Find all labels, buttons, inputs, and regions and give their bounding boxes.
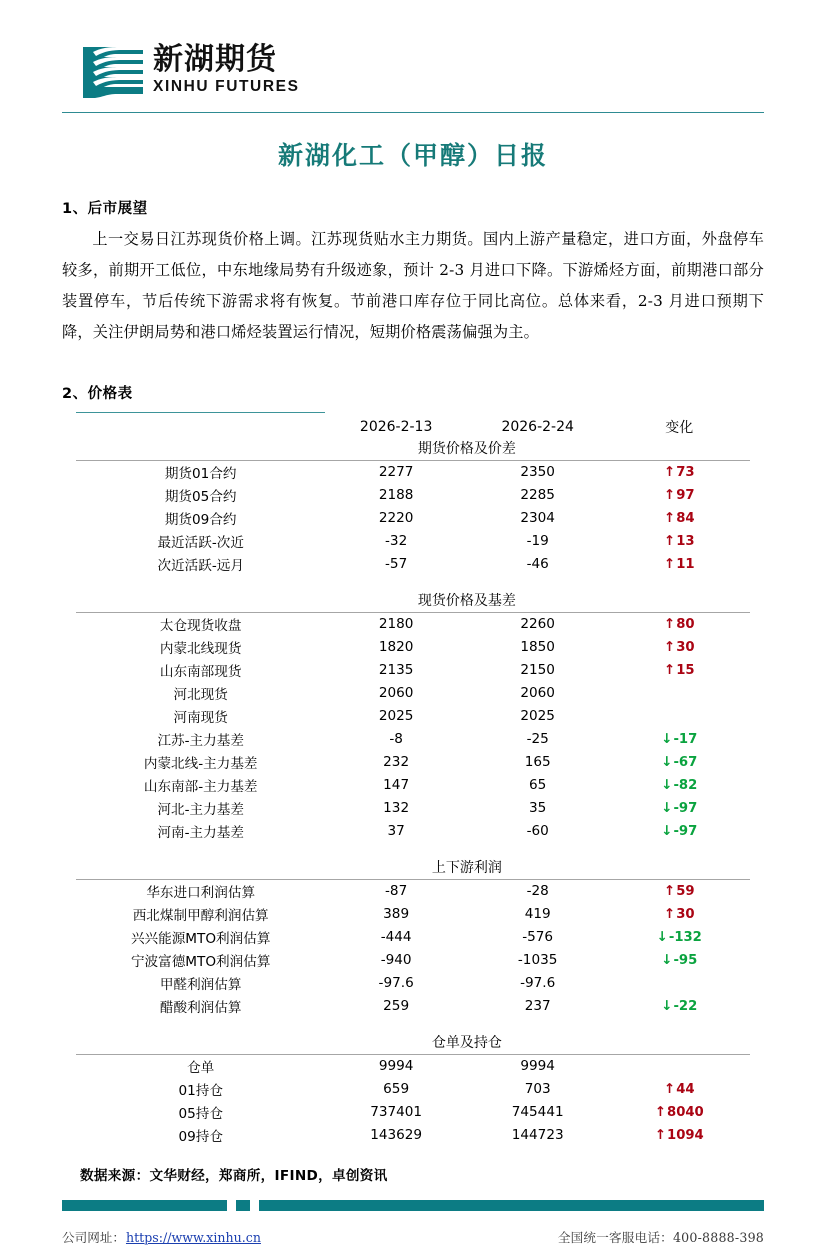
arrow-up-icon: ↑ [663,616,676,633]
column-header: 2026-2-13 [359,418,433,435]
row-change [608,751,750,774]
row-value-current: 65 [529,777,547,794]
row-change [608,636,750,659]
row-label: 河南-主力基差 [157,825,244,842]
arrow-down-icon: ↓ [661,731,673,748]
footer-bar-segment-a [62,1200,227,1211]
row-label: 河北-主力基差 [157,802,244,819]
row-change [608,820,750,843]
footer-website [62,1227,261,1246]
row-value-current: 9994 [520,1058,555,1075]
row-change [608,659,750,682]
row-label: 太仓现货收盘 [159,618,242,635]
change-down-value: ↓-22 [661,998,698,1015]
arrow-up-icon: ↑ [663,906,676,923]
row-value-current: 703 [524,1081,551,1098]
row-change [608,1101,750,1124]
price-table-group-header [76,843,750,880]
row-value-previous: -940 [380,952,412,969]
row-change [608,926,750,949]
row-value-previous: -87 [385,883,408,900]
row-label: 内蒙北线现货 [159,641,242,658]
arrow-up-icon: ↑ [654,1127,667,1144]
row-change [608,879,750,903]
arrow-up-icon: ↑ [663,556,676,573]
row-change [608,903,750,926]
price-table [76,412,750,1147]
row-label: 05持仓 [178,1106,223,1123]
row-change [608,530,750,553]
arrow-up-icon: ↑ [663,639,676,656]
arrow-up-icon: ↑ [654,1104,667,1121]
group-header-pad-right [608,843,750,880]
table-row [76,926,750,949]
arrow-down-icon: ↓ [661,754,673,771]
arrow-down-icon: ↓ [656,929,668,946]
arrow-down-icon: ↓ [661,823,673,840]
change-up-value: ↑1094 [654,1127,704,1144]
row-value-previous: 132 [383,800,410,817]
table-row [76,636,750,659]
change-up-value: ↑15 [663,662,695,679]
price-table-container [62,412,764,1147]
arrow-down-icon: ↓ [661,800,673,817]
table-row [76,774,750,797]
change-up-value: ↑84 [663,510,695,527]
table-row [76,612,750,636]
row-value-current: -576 [522,929,554,946]
group-title: 现货价格及基差 [325,576,608,613]
footer-website-link[interactable]: https://www.xinhu.cn [125,1229,261,1245]
table-row [76,751,750,774]
row-value-current: 2304 [520,510,555,527]
row-change [608,682,750,705]
row-label: 09持仓 [178,1129,223,1146]
change-up-value: ↑11 [663,556,695,573]
table-row [76,484,750,507]
group-header-pad-right [608,1018,750,1055]
column-header-blank [76,413,325,438]
row-label: 次近活跃-远月 [157,558,244,575]
footer-website-label: 公司网址： [62,1229,125,1245]
row-change [608,484,750,507]
arrow-down-icon: ↓ [661,998,673,1015]
row-value-current: -60 [526,823,549,840]
group-title: 上下游利润 [325,843,608,880]
page-header [62,0,764,106]
row-label: 河南现货 [173,710,228,727]
table-row [76,903,750,926]
column-header: 2026-2-24 [501,418,574,435]
group-title: 仓单及持仓 [325,1018,608,1055]
row-change [608,949,750,972]
row-value-current: 35 [529,800,547,817]
row-label: 江苏-主力基差 [157,733,244,750]
row-change [608,1124,750,1147]
arrow-up-icon: ↑ [663,533,676,550]
table-row [76,705,750,728]
logo-wordmark [153,42,300,96]
row-value-current: 2260 [520,616,555,633]
footer-hotline: 全国统一客服电话：400-8888-398 [557,1229,764,1245]
row-label: 山东南部现货 [159,664,242,681]
table-row [76,1101,750,1124]
change-up-value: ↑59 [663,883,695,900]
group-header-pad-right [608,438,750,461]
row-change [608,728,750,751]
change-down-value: ↓-97 [661,800,698,817]
arrow-up-icon: ↑ [663,883,676,900]
row-change [608,705,750,728]
row-value-previous: 143629 [370,1127,423,1144]
logo-name-cn: 新湖期货 [153,42,277,78]
table-row [76,659,750,682]
row-value-current: -19 [526,533,549,550]
row-value-previous: 659 [383,1081,410,1098]
change-up-value: ↑30 [663,639,695,656]
row-label: 内蒙北线-主力基差 [143,756,258,773]
change-up-value: ↑8040 [654,1104,704,1121]
row-change [608,1078,750,1101]
table-row [76,460,750,484]
row-change [608,797,750,820]
row-value-previous: 2180 [378,616,414,633]
table-row [76,949,750,972]
footer-bar-gap-2 [250,1200,259,1211]
change-down-value: ↓-82 [661,777,698,794]
arrow-down-icon: ↓ [661,777,673,794]
outlook-body-text: 上一交易日江苏现货价格上调。江苏现货贴水主力期货。国内上游产量稳定，进口方面，外盘停车较多，前期开工低位，中东地缘局势有升级迹象，预计 2-3 月进口下降。下游烯烃方面，前期港口部分装置停车，节后传统下游需求将有恢复。节前港口库存位于同比高位。总体来看，2-3 月进口预期下降，关注伊朗局势和港口烯烃装置运行情况，短期价格震荡偏强为主。 [62,230,764,341]
data-source-note: 数据来源：文华财经，郑商所，IFIND，卓创资讯 [80,1167,388,1184]
change-up-value: ↑44 [663,1081,695,1098]
row-value-previous: 2277 [378,464,414,481]
wave-mark-icon [82,43,144,98]
row-value-current: 144723 [511,1127,564,1144]
row-value-previous: 1820 [378,639,414,656]
row-value-current: 165 [524,754,551,771]
row-value-previous: -97.6 [378,975,414,992]
row-label: 兴兴能源MTO利润估算 [130,931,271,948]
row-value-previous: -444 [380,929,412,946]
table-row [76,1124,750,1147]
row-value-current: 2150 [520,662,555,679]
row-value-previous: 389 [383,906,410,923]
arrow-up-icon: ↑ [663,1081,676,1098]
table-row [76,530,750,553]
row-value-previous: 2025 [378,708,414,725]
table-row [76,1054,750,1078]
row-value-previous: -57 [385,556,408,573]
row-value-previous: 9994 [378,1058,414,1075]
section-heading-outlook: 1、后市展望 [62,201,148,217]
row-value-previous: 2060 [378,685,414,702]
column-header: 变化 [665,419,694,436]
footer-bar-gap-1 [227,1200,236,1211]
row-value-previous: 2188 [378,487,414,504]
change-down-value: ↓-97 [661,823,698,840]
change-up-value: ↑80 [663,616,695,633]
group-header-pad [76,1018,325,1055]
footer-bar-segment-c [259,1200,764,1211]
row-label: 期货01合约 [164,466,237,483]
table-row [76,553,750,576]
row-label: 期货09合约 [164,512,237,529]
group-header-pad [76,843,325,880]
arrow-up-icon: ↑ [663,510,676,527]
row-value-previous: 2135 [378,662,414,679]
arrow-up-icon: ↑ [663,464,676,481]
row-value-current: 2285 [520,487,555,504]
row-change [608,507,750,530]
change-up-value: ↑13 [663,533,695,550]
row-label: 醋酸利润估算 [159,1000,242,1017]
change-up-value: ↑30 [663,906,695,923]
table-row [76,728,750,751]
company-logo [82,43,300,98]
row-value-current: -28 [526,883,549,900]
change-up-value: ↑97 [663,487,695,504]
row-value-current: -25 [526,731,549,748]
group-header-pad [76,576,325,613]
arrow-up-icon: ↑ [663,662,676,679]
change-down-value: ↓-17 [661,731,698,748]
row-label: 宁波富德MTO利润估算 [130,954,271,971]
row-change [608,553,750,576]
row-value-previous: 147 [383,777,410,794]
price-table-group-header [76,1018,750,1055]
header-divider [62,112,764,113]
row-change [608,995,750,1018]
row-value-previous: 37 [387,823,405,840]
row-label: 期货05合约 [164,489,237,506]
row-value-current: 1850 [520,639,555,656]
row-change [608,1054,750,1078]
row-label: 河北现货 [173,687,228,704]
change-down-value: ↓-132 [656,929,702,946]
row-label: 山东南部-主力基差 [143,779,258,796]
arrow-up-icon: ↑ [663,487,676,504]
price-table-group-header [76,438,750,461]
row-change [608,612,750,636]
row-value-current: 2025 [520,708,555,725]
table-row [76,972,750,995]
table-row [76,995,750,1018]
row-value-current: -1035 [517,952,558,969]
row-value-current: -46 [526,556,549,573]
row-value-current: 745441 [511,1104,564,1121]
table-row [76,797,750,820]
row-value-current: -97.6 [520,975,556,992]
row-value-previous: 259 [383,998,410,1015]
row-label: 01持仓 [178,1083,223,1100]
row-value-current: 2060 [520,685,555,702]
row-value-current: 237 [524,998,551,1015]
group-header-pad [76,438,325,461]
arrow-down-icon: ↓ [661,952,673,969]
price-table-header-row [76,413,750,438]
table-row [76,682,750,705]
row-value-previous: -8 [389,731,403,748]
page-footer [62,1227,764,1246]
row-change [608,460,750,484]
group-title: 期货价格及价差 [325,438,608,461]
row-label: 甲醛利润估算 [159,977,242,994]
table-row [76,1078,750,1101]
row-value-previous: 737401 [370,1104,423,1121]
row-change [608,972,750,995]
row-label: 西北煤制甲醇利润估算 [132,908,269,925]
row-label: 华东进口利润估算 [146,885,256,902]
row-label: 仓单 [187,1060,215,1077]
price-table-group-header [76,576,750,613]
row-label: 最近活跃-次近 [157,535,244,552]
group-header-pad-right [608,576,750,613]
row-value-current: 419 [524,906,551,923]
table-row [76,820,750,843]
row-value-previous: -32 [385,533,408,550]
row-value-previous: 232 [383,754,410,771]
table-row [76,879,750,903]
page-title: 新湖化工（甲醇）日报 [277,141,548,170]
footer-decoration-bar [62,1200,764,1211]
row-value-current: 2350 [520,464,555,481]
footer-bar-segment-b [236,1200,250,1211]
logo-name-en: XINHU FUTURES [153,78,300,96]
table-row [76,507,750,530]
row-change [608,774,750,797]
section-heading-price-table: 2、价格表 [62,386,133,403]
row-value-previous: 2220 [378,510,414,527]
change-down-value: ↓-95 [661,952,698,969]
change-down-value: ↓-67 [661,754,698,771]
change-up-value: ↑73 [663,464,695,481]
